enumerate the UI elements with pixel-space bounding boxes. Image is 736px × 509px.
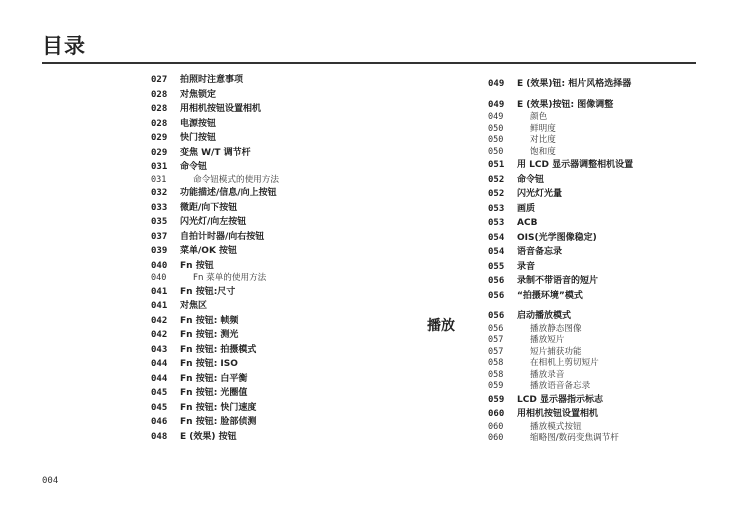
toc-page-number: 044 (151, 373, 168, 384)
toc-entry-title: E (效果)按钮: 图像调整 (517, 99, 614, 110)
toc-entry-title: 用相机按钮设置相机 (180, 104, 262, 114)
toc-page-number: 051 (488, 160, 505, 170)
toc-entry-title: 命令钮模式的使用方法 (193, 174, 279, 185)
toc-page-number: 028 (151, 89, 168, 100)
toc-entry[interactable] (151, 131, 279, 146)
toc-subentry[interactable] (488, 358, 633, 370)
toc-entry[interactable] (488, 407, 633, 422)
toc-entry-title: Fn 菜单的使用方法 (193, 273, 267, 283)
toc-subentry[interactable] (488, 370, 633, 382)
toc-entry[interactable] (151, 299, 279, 314)
toc-page-number: 044 (151, 359, 168, 369)
toc-entry[interactable] (151, 117, 279, 132)
toc-entry-title: 对比度 (530, 135, 556, 145)
toc-subentry[interactable] (488, 422, 633, 434)
toc-page-number: 058 (488, 369, 504, 380)
toc-entry[interactable] (151, 314, 279, 329)
toc-entry[interactable] (488, 274, 633, 289)
title-divider (42, 62, 696, 64)
toc-entry-title: 播放录音 (530, 369, 565, 380)
toc-entry-title: Fn 按钮: 白平衡 (180, 373, 248, 384)
toc-entry-title: 电源按钮 (180, 118, 217, 129)
toc-entry-title: 自拍计时器/向右按钮 (180, 231, 265, 242)
section-label-playback: 播放 (427, 318, 455, 334)
toc-entry[interactable] (151, 186, 279, 201)
toc-page-number: 043 (151, 344, 168, 355)
toc-entry-title: 命令钮 (180, 162, 208, 172)
toc-entry[interactable] (151, 415, 279, 430)
toc-subentry[interactable] (151, 175, 279, 187)
toc-page-number: 056 (488, 276, 505, 286)
toc-subentry[interactable] (488, 433, 633, 445)
toc-entry-title: 闪光灯光量 (517, 189, 563, 199)
toc-subentry[interactable] (488, 124, 633, 136)
toc-page-number: 039 (151, 246, 168, 256)
toc-entry[interactable] (488, 158, 633, 173)
toc-entry-title: 菜单/OK 按钮 (180, 246, 238, 256)
toc-page-number: 048 (151, 431, 168, 442)
toc-page-number: 052 (488, 174, 505, 185)
toc-entry[interactable] (488, 231, 633, 246)
toc-page-number: 059 (488, 381, 504, 391)
toc-page-number: 046 (151, 417, 168, 427)
toc-subentry[interactable] (488, 347, 633, 359)
toc-page-number: 056 (488, 311, 505, 321)
toc-entry-title: OIS(光学图像稳定) (517, 232, 597, 243)
toc-entry[interactable] (151, 357, 279, 372)
toc-entry[interactable] (151, 259, 279, 274)
toc-subentry[interactable] (488, 335, 633, 347)
toc-page-number: 040 (151, 260, 168, 271)
toc-entry-title: 微距/向下按钮 (180, 202, 238, 213)
toc-subentry[interactable] (151, 273, 279, 285)
toc-entry[interactable] (151, 215, 279, 230)
toc-page-number: 057 (488, 335, 504, 345)
toc-entry-title: Fn 按钮 (180, 260, 214, 271)
toc-page-number: 049 (488, 79, 505, 89)
toc-entry-title: Fn 按钮: 拍摄模式 (180, 344, 257, 355)
toc-entry-title: Fn 按钮: 快门速度 (180, 402, 257, 413)
toc-right-column (488, 77, 633, 445)
toc-entry[interactable] (488, 309, 633, 324)
toc-entry-title: 语音备忘录 (517, 247, 563, 257)
toc-page-number: 049 (488, 112, 504, 122)
toc-page-number: 050 (488, 123, 504, 134)
toc-entry-title: Fn 按钮:尺寸 (180, 286, 236, 297)
toc-entry-title: LCD 显示器指示标志 (517, 394, 603, 405)
toc-entry[interactable] (151, 102, 279, 117)
toc-page-number: 059 (488, 394, 505, 405)
toc-entry-title: 播放静态图像 (530, 323, 582, 334)
toc-page-number: 029 (151, 133, 168, 143)
toc-entry-title: Fn 按钮: 脸部侦测 (180, 417, 257, 427)
toc-entry-title: Fn 按钮: ISO (180, 359, 238, 369)
toc-entry-title: 对焦区 (180, 301, 208, 311)
toc-entry[interactable] (151, 201, 279, 216)
toc-page-number: 060 (488, 421, 504, 432)
toc-entry[interactable] (151, 73, 279, 88)
toc-page-number: 045 (151, 402, 168, 413)
toc-page-number: 058 (488, 358, 504, 368)
toc-subentry[interactable] (488, 381, 633, 393)
toc-entry-title: 播放模式按钮 (530, 421, 582, 432)
toc-entry[interactable] (488, 98, 633, 113)
toc-entry[interactable] (151, 160, 279, 175)
toc-entry-title: 饱和度 (530, 146, 556, 157)
toc-entry-title: Fn 按钮: 测光 (180, 330, 239, 340)
toc-entry-title: Fn 按钮: 帧频 (180, 315, 239, 326)
toc-page-number: 053 (488, 218, 505, 228)
toc-entry[interactable] (488, 260, 633, 275)
toc-entry-title: 功能描述/信息/向上按钮 (180, 188, 277, 198)
toc-entry[interactable] (488, 173, 633, 188)
toc-page-number: 050 (488, 135, 504, 145)
toc-entry[interactable] (151, 88, 279, 103)
toc-entry-title: 对焦锁定 (180, 89, 217, 100)
toc-entry[interactable] (151, 430, 279, 445)
toc-entry-title: 在相机上剪切短片 (530, 358, 599, 368)
page-title: 目录 (42, 34, 86, 58)
toc-entry-title: 启动播放模式 (517, 311, 572, 321)
toc-page-number: 037 (151, 231, 168, 242)
toc-entry-title: E (效果) 按钮 (180, 431, 237, 442)
toc-entry-title: 闪光灯/向左按钮 (180, 217, 247, 227)
toc-entry-title: 颜色 (530, 112, 548, 122)
toc-entry-title: 拍照时注意事项 (180, 75, 244, 85)
toc-entry-title: Fn 按钮: 光圈值 (180, 388, 248, 398)
toc-entry[interactable] (488, 245, 633, 260)
toc-entry[interactable] (151, 285, 279, 300)
toc-page-number: 052 (488, 189, 505, 199)
toc-page-number: 041 (151, 301, 168, 311)
toc-page-number: 028 (151, 118, 168, 129)
toc-entry-title: 录音 (517, 261, 536, 272)
toc-entry-title: 快门按钮 (180, 133, 217, 143)
toc-entry-title: 鲜明度 (530, 123, 556, 134)
toc-subentry[interactable] (488, 324, 633, 336)
toc-entry-title: 变焦 W/T 调节杆 (180, 147, 251, 158)
toc-page-number: 031 (151, 162, 168, 172)
toc-page-number: 042 (151, 330, 168, 340)
toc-entry[interactable] (488, 289, 633, 304)
page-number: 004 (42, 476, 59, 486)
toc-page-number: 033 (151, 202, 168, 213)
toc-entry-title: E (效果)钮: 相片风格选择器 (517, 79, 632, 89)
toc-entry[interactable] (151, 401, 279, 416)
toc-entry-title: 播放语音备忘录 (530, 381, 591, 391)
toc-page-number: 032 (151, 188, 168, 198)
toc-entry[interactable] (151, 372, 279, 387)
toc-page-number: 027 (151, 75, 168, 85)
toc-entry-title: 播放短片 (530, 335, 565, 345)
toc-page-number: 042 (151, 315, 168, 326)
toc-page-number: 045 (151, 388, 168, 398)
toc-page-number: 055 (488, 261, 505, 272)
toc-entry-title: 用相机按钮设置相机 (517, 409, 599, 419)
toc-entry[interactable] (151, 230, 279, 245)
toc-entry-title: ACB (517, 218, 538, 228)
toc-page-number: 049 (488, 99, 505, 110)
toc-page-number: 056 (488, 290, 505, 301)
toc-left-column (151, 73, 279, 444)
toc-page-number: 031 (151, 174, 167, 185)
toc-entry-title: 录制不带语音的短片 (517, 276, 599, 286)
toc-entry-title: 缩略图/数码变焦调节杆 (530, 433, 619, 443)
toc-page-number: 056 (488, 323, 504, 334)
toc-entry[interactable] (488, 393, 633, 408)
toc-entry[interactable] (488, 202, 633, 217)
toc-subentry[interactable] (488, 135, 633, 147)
toc-entry[interactable] (488, 216, 633, 231)
toc-entry[interactable] (151, 386, 279, 401)
toc-page-number: 029 (151, 147, 168, 158)
toc-page-number: 053 (488, 203, 505, 214)
toc-entry[interactable] (488, 187, 633, 202)
toc-entry[interactable] (488, 77, 633, 92)
toc-page-number: 040 (151, 273, 167, 283)
toc-entry-title: 短片捕获功能 (530, 346, 582, 357)
toc-page-number: 060 (488, 433, 504, 443)
toc-entry-title: 画质 (517, 203, 536, 214)
toc-page-number: 057 (488, 346, 504, 357)
toc-page-number: 041 (151, 286, 168, 297)
toc-entry[interactable] (151, 146, 279, 161)
toc-entry[interactable] (151, 328, 279, 343)
toc-subentry[interactable] (488, 112, 633, 124)
toc-page-number: 054 (488, 232, 505, 243)
toc-page-number: 050 (488, 146, 504, 157)
toc-entry-title: 命令钮 (517, 174, 545, 185)
toc-page-number: 028 (151, 104, 168, 114)
toc-entry[interactable] (151, 244, 279, 259)
toc-page-number: 060 (488, 409, 505, 419)
toc-page-number: 035 (151, 217, 168, 227)
toc-subentry[interactable] (488, 147, 633, 159)
toc-entry-title: “拍摄环境”模式 (517, 290, 583, 301)
toc-entry[interactable] (151, 343, 279, 358)
toc-page-number: 054 (488, 247, 505, 257)
toc-entry-title: 用 LCD 显示器调整相机设置 (517, 160, 634, 170)
